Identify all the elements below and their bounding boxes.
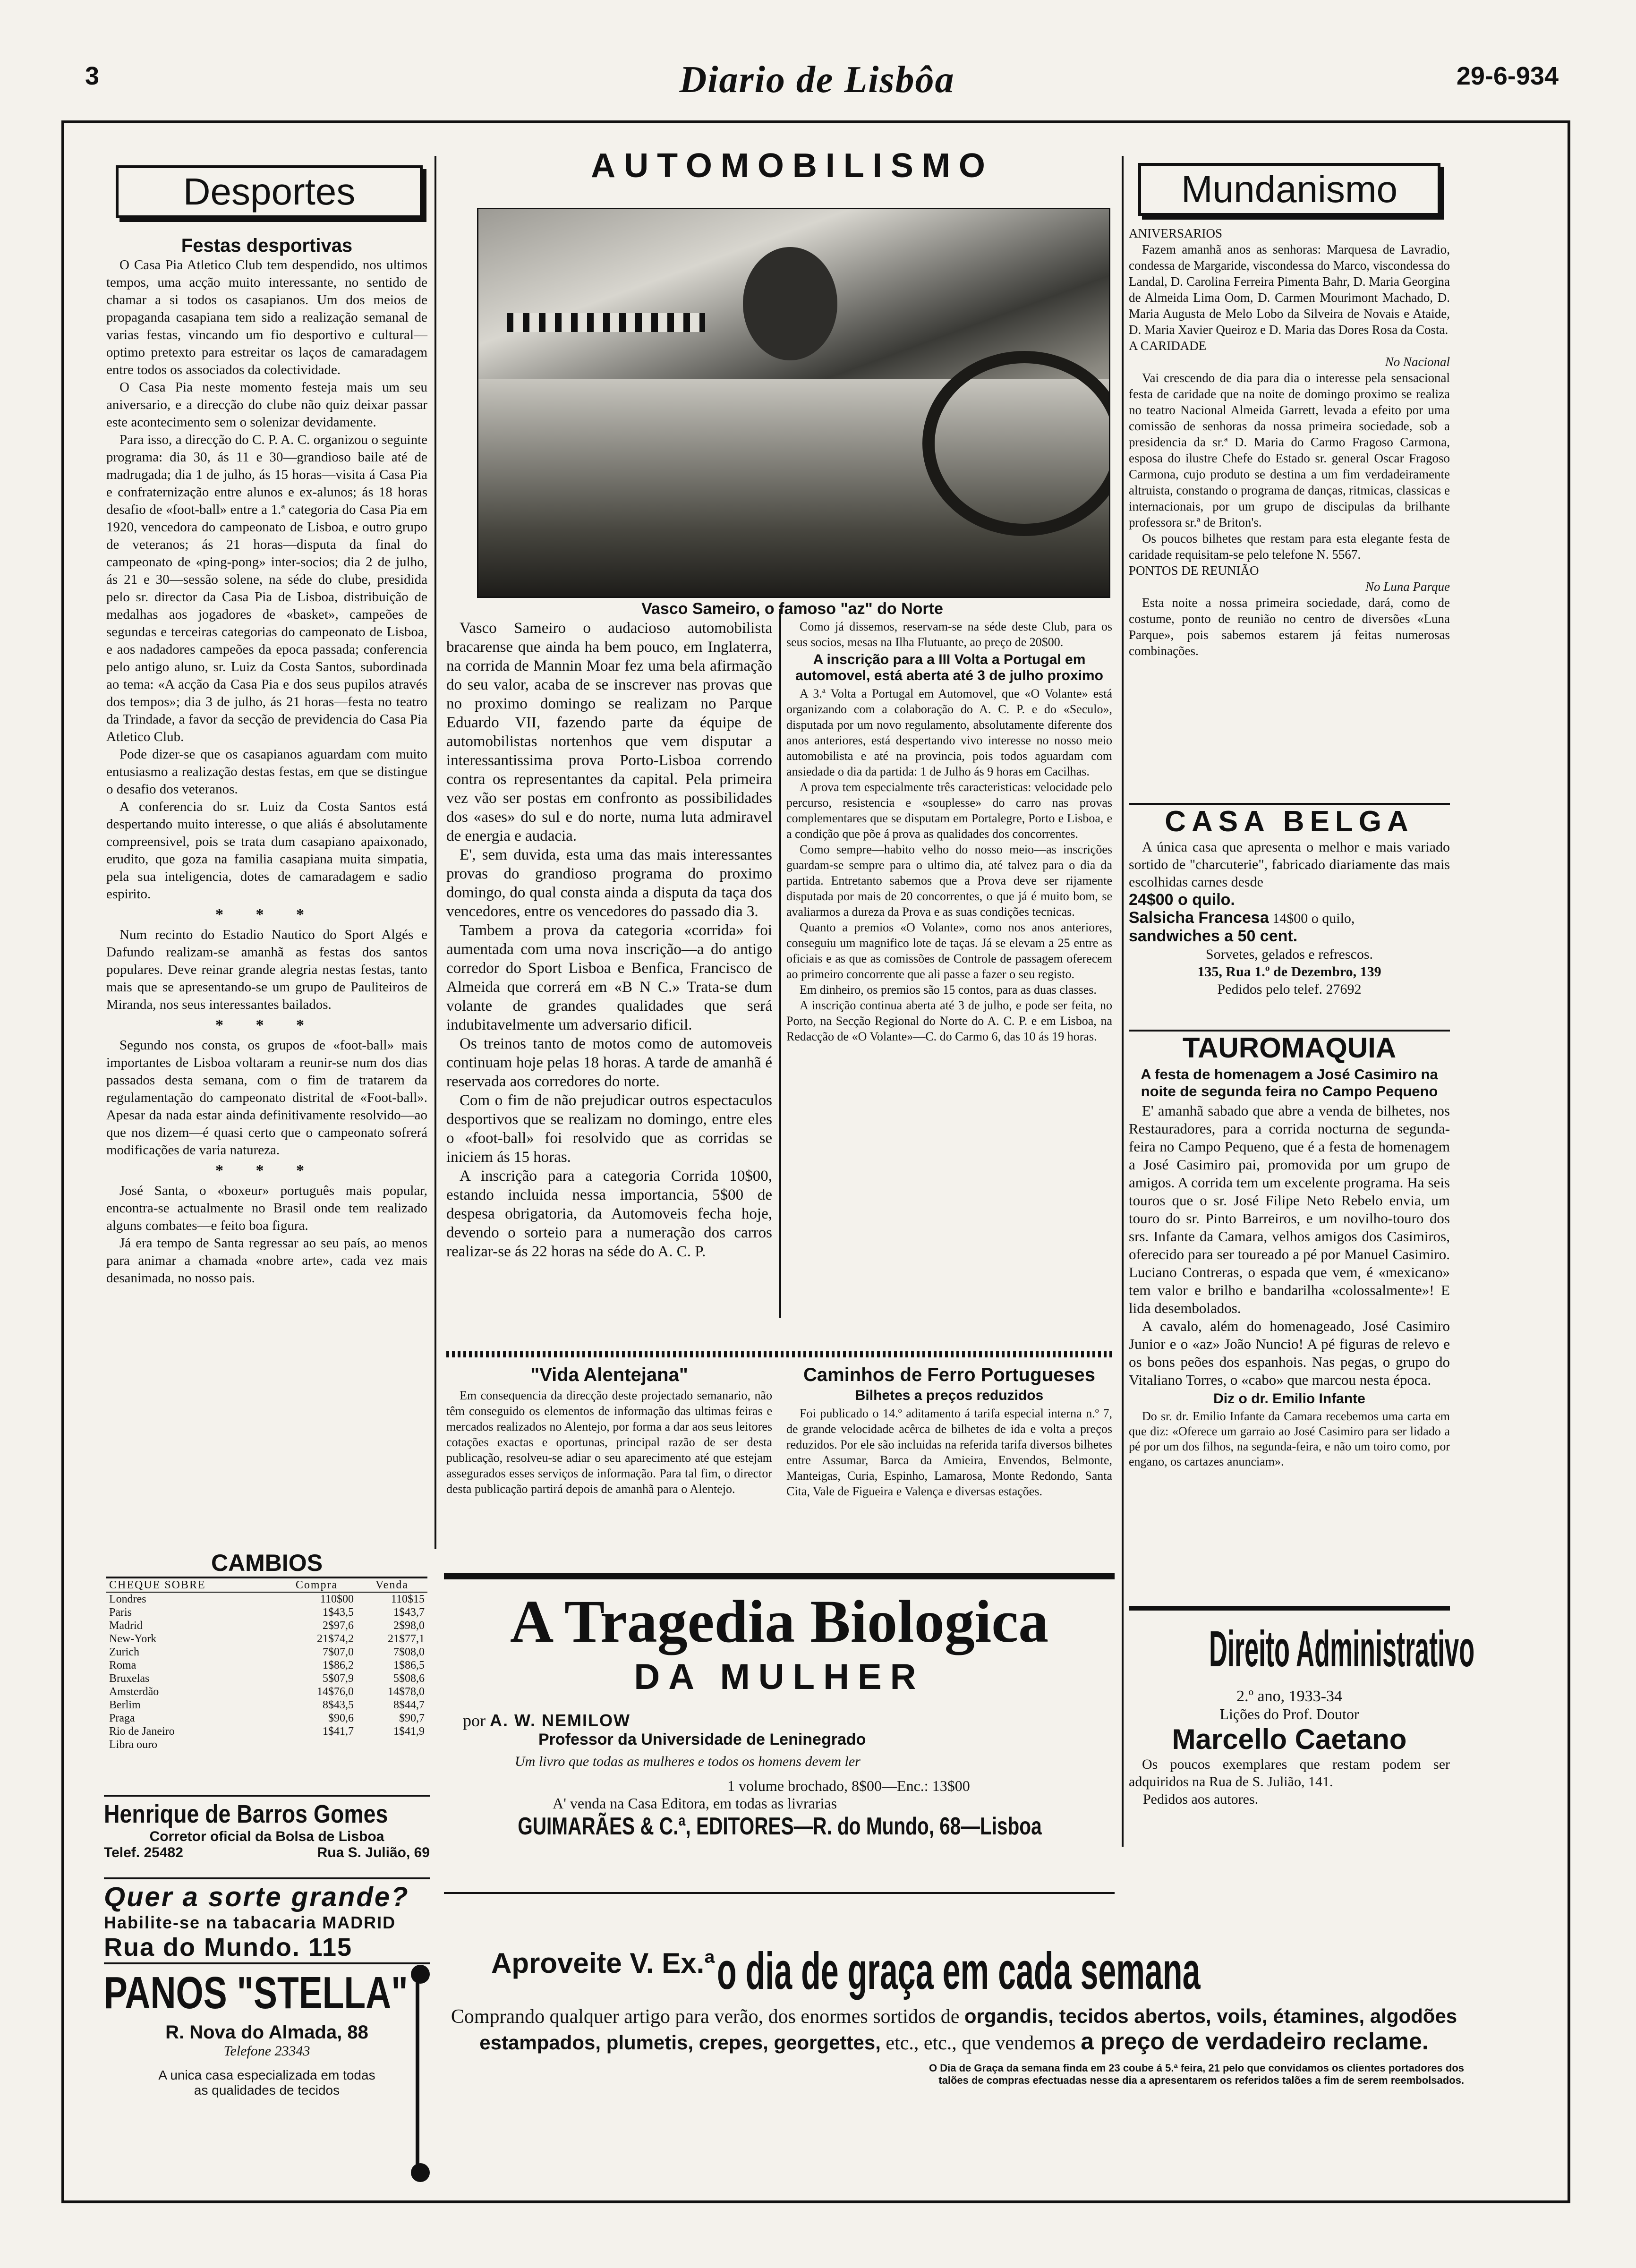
column-divider [435, 156, 436, 1549]
rate-cell: 1$43,7 [393, 1606, 425, 1619]
ad-text: Professor da Universidade de Leninegrado [538, 1731, 866, 1748]
table-row [106, 1725, 427, 1738]
ad-products: organdis, tecidos abertos, voils, étamines, algodões estampados, plumetis, crepes, georgettes, [479, 2005, 1457, 2054]
rate-cell: $90,7 [399, 1712, 425, 1724]
separator-stars: * * * [215, 1016, 318, 1034]
ad-price: 1 volume brochado, 8$00—Enc.: 13$00 [727, 1777, 970, 1794]
currency-cell: Madrid [109, 1620, 143, 1632]
exchange-table [106, 1578, 427, 1751]
ad-text: A unica casa especializada em todas [158, 2068, 375, 2082]
table-row [106, 1592, 427, 1606]
ad-footnote: O Dia de Graça da semana finda em 23 coube á 5.ª feira, 21 pelo que convidamos os clientes portadores dos [929, 2062, 1464, 2074]
ad-text: Habilite-se na tabacaria MADRID [104, 1913, 396, 1932]
table-row [106, 1606, 427, 1619]
ad-sorte-grande [104, 1877, 430, 1962]
paragraph: A conferencia do sr. Luiz da Costa Santos está despertando muito interesse, o que aliás é absolutamente compreensivel, pois se trata dum casapiano apaixonado, erudito, que goza na familia casapiana muita simpatia, pela sua inteligencia, dotes de camaradagem e sadio espirito. [106, 799, 427, 902]
mundanismo-title: Mundanismo [1138, 163, 1440, 216]
ad-quote: Um livro que todas as mulheres e todos os homens devem ler [515, 1754, 861, 1769]
ad-address: Rua do Mundo. 115 [104, 1933, 353, 1961]
currency-cell: Rio de Janeiro [109, 1725, 175, 1738]
rate-cell: 1$86,5 [393, 1659, 425, 1671]
caminhos-ferro [786, 1363, 1112, 1499]
rate-cell: 2$97,6 [322, 1620, 354, 1632]
ad-phone: Telef. 25482 [104, 1845, 183, 1860]
rate-cell: 1$41,9 [393, 1725, 425, 1738]
paragraph: Como já dissemos, reservam-se na séde deste Club, para os seus socios, mesas na Ilha Flutuante, ao preço de 20$00. [786, 620, 1112, 649]
ad-text: 2.º ano, 1933-34 [1236, 1688, 1342, 1705]
paragraph: Já era tempo de Santa regressar ao seu país, ao menos para animar a chamada «nobre arte», cada vez mais desanimada, no nosso pais. [106, 1236, 427, 1286]
ad-direito-administrativo [1129, 1606, 1475, 1808]
ad-text: Corretor oficial da Bolsa de Lisboa [149, 1829, 384, 1844]
ad-title: CASA BELGA [1165, 805, 1414, 838]
table-row [106, 1738, 427, 1751]
paragraph: A inscrição para a categoria Corrida 10$00, estando incluida nessa importancia, 5$00 de despesa obrigatoria, da Automoveis fecha hoje, devendo o sorteio para a numeração dos carros realizar-se ás 22 horas na séde do A. C. P. [446, 1168, 772, 1260]
automobilismo-column-2 [786, 619, 1112, 1044]
paragraph: A 3.ª Volta a Portugal em Automovel, que «O Volante» está organizando com a colaboração do A. C. P. e do «Seculo», disputada por um novo regulamento, absolutamente diferente dos anos anteriores, está despertando vivo interesse no nosso meio automobilista e até na provincia, pois todos aguardam com ansiedade o dia da partida: 1 de Julho ás 9 horas em Cacilhas. [786, 687, 1112, 778]
subheading: Bilhetes a preços reduzidos [855, 1388, 1044, 1403]
ad-author: Marcello Caetano [1172, 1723, 1407, 1755]
masthead [85, 61, 1559, 113]
car-grille [507, 313, 705, 332]
section-heading: A CARIDADE [1129, 339, 1207, 353]
rate-cell [277, 1738, 357, 1751]
paragraph: Vai crescendo de dia para dia o interesse pela sensacional festa de caridade que na noite de domingo proximo se realiza no teatro Nacional Almeida Garrett, levada a efeito por uma comissão de senhoras da nossa primeira sociedade, sob a presidencia da sr.ª D. Maria do Carmo Fragoso Carmona, esposa do ilustre Chefe do Estado sr. general Oscar Fragoso Carmona, cujo produto se destina a um fim verdadeiramente altruista, constando o programa de danças, ritmicas, classicas e internacionais, por um grupo de discipulas da brilhante professora sr.ª de Briton's. [1129, 371, 1450, 529]
section-heading: ANIVERSARIOS [1129, 226, 1223, 240]
paragraph: Como sempre—habito velho do nosso meio—as inscrições guardam-se sempre para o ultimo dia, até talvez para o dia da partida. Entretanto sabemos que a Prova deve ser rijamente disputada por mais de 20 concorrentes, o que já é muito bom, se avaliarmos a dureza da Prova e as suas condições tecnicas. [786, 843, 1112, 919]
rate-cell: 7$08,0 [393, 1646, 425, 1658]
rate-cell [357, 1738, 427, 1751]
ad-title: A Tragedia Biologica [510, 1588, 1049, 1655]
paragraph: Para isso, a direcção do C. P. A. C. organizou o seguinte programa: dia 30, ás 11 e 30—grandioso baile até de madrugada; dia 1 de julho, ás 15 horas—visita á Casa Pia e confraternização entre alunos e ex-alunos; ás 18 horas desafio de «foot-ball» entre a 1.ª categoria do Casa Pia em 1920, vencedora do campeonato de Lisboa, e outro grupo de veteranos; ás 21 horas—disputa da final do campeonato de «ping-pong» inter-socios; dia 2 de julho, ás 21 e 30—sessão solene, na séde do clube, presidida pelo sr. director da Casa Pia de Lisboa, distribuição de medalhas aos jogadores de «basket», campeões de segundas e terceiras categorias do campeonato de Lisboa, e aos nadadores campeões da epoca passada; conferencia pelo antigo aluno, sr. Luiz da Costa Santos, subordinada ao tema: «A acção da Casa Pia e dos seus pupilos através dos tempos»; dia 3 de julho, ás 21 horas—festa no teatro da Trindade, a favor da secção de previdencia do Casa Pia Atletico Club. [106, 432, 427, 744]
ad-subtitle: DA MULHER [634, 1657, 925, 1697]
separator-stars: * * * [215, 906, 318, 923]
paragraph: Esta noite a nossa primeira sociedade, dará, como de costume, ponto de reunião no centro de diversões «Luna Parque», pois sabemos estarem já feitas numerosas combinações. [1129, 596, 1450, 658]
ad-barros-gomes [104, 1795, 430, 1861]
ad-text: A única casa que apresenta o melhor e mais variado sortido de "charcuterie", fabricado diariamente das mais escolhidas carnes desde [1129, 839, 1450, 890]
ad-title: o dia de graça em cada semana [716, 1942, 1201, 2000]
rate-cell: 110$00 [320, 1593, 354, 1605]
section-heading: Festas desportivas [181, 235, 353, 256]
rate-cell: 2$98,0 [393, 1620, 425, 1632]
paragraph: O Casa Pia Atletico Club tem despendido, nos ultimos tempos, uma acção muito interessante, no sentido de chamar a si todos os casapianos. Um dos meios de propaganda casapiana tem sido a realização semanal de varias festas, vincando um fio desportivo e cultural—optimo pretexto para estreitar os laços de camaradagem entre todos os associados da colectividade. [106, 257, 427, 377]
rate-cell: 1$86,2 [322, 1659, 354, 1671]
ad-publisher: GUIMARÃES & C.ª, EDITORES—R. do Mundo, 68—Lisboa [518, 1813, 1042, 1840]
subheading: A festa de homenagem a José Casimiro na noite de segunda feira no Campo Pequeno [1141, 1066, 1438, 1100]
ad-title: Quer a sorte grande? [104, 1882, 409, 1912]
desportes-title: Desportes [116, 165, 423, 218]
paragraph: Os poucos bilhetes que restam para esta elegante festa de caridade requisitam-se pelo telefone N. 5567. [1129, 531, 1450, 562]
rate-cell: 1$43,5 [322, 1606, 354, 1619]
ad-product: Salsicha Francesa [1129, 909, 1269, 927]
subheading: Diz o dr. Emilio Infante [1213, 1391, 1365, 1407]
paragraph: Quanto a premios «O Volante», como nos anos anteriores, conseguiu um magnifico lote de taças. Já se elevam a 25 entre as oficiais e as que as comissões de Controle de passagem oferecem ao primeiro concorrente que ali passe a fazer o seu registo. [786, 921, 1112, 981]
paragraph: A inscrição continua aberta até 3 de julho, e pode ser feita, no Porto, na Secção Regional do Norte do A. C. P. e em Lisboa, na Redacção de «O Volante»—C. do Carmo 6, das 10 ás 19 horas. [786, 998, 1112, 1043]
driver-figure [743, 247, 837, 360]
paragraph: José Santa, o «boxeur» português mais popular, encontra-se actualmente no Brasil onde tem realizado alguns combates—e feito boa figura. [106, 1183, 427, 1233]
ad-address: R. Nova do Almada, 88 [165, 2022, 368, 2043]
paragraph: E', sem duvida, esta uma das mais interessantes provas do grandioso programa do proximo domingo, do qual consta ainda a disputa da taça dos vencedores, entre os vencedores do passado dia 3. [446, 846, 772, 920]
table-row [106, 1712, 427, 1725]
desportes-section [106, 165, 427, 1287]
tauromaquia-section [1129, 1030, 1450, 1469]
column-divider [779, 609, 781, 1318]
paragraph: Num recinto do Estadio Nautico do Sport Algés e Dafundo realizam-se amanhã as festas dos santos populares. Deve reinar grande alegria nestas festas, tanto mais que se apresentando-se um grupo de Pauliteiros de Miranda, nos seus interessantes bailados. [106, 927, 427, 1012]
decorative-dot [411, 2163, 430, 2182]
table-header: CHEQUE SOBRE [106, 1578, 277, 1592]
section-heading: PONTOS DE REUNIÃO [1129, 563, 1259, 578]
ad-text: Os poucos exemplares que restam podem ser adquiridos na Rua de S. Julião, 141. [1129, 1756, 1450, 1790]
mundanismo-section [1129, 163, 1450, 659]
driver-photo [477, 208, 1110, 598]
currency-cell: Zurich [109, 1646, 139, 1658]
paragraph: Foi publicado o 14.º aditamento á tarifa especial interna n.º 7, de grande velocidade acêrca de bilhetes de ida e volta a preços reduzidos. Por ele são incluidas na referida tarifa diversos bilhetes entre Assumar, Barca da Amieira, Envendos, Belmonte, Manteigas, Curia, Espinho, Lamarosa, Monte Redondo, Santa Cita, Vale de Figueira e Valença e diversas estações. [786, 1407, 1112, 1498]
ad-title: Direito Administrativo [1209, 1620, 1475, 1677]
table-header: Venda [357, 1578, 427, 1592]
rate-cell: 7$07,0 [322, 1646, 354, 1658]
rate-cell: 5$07,9 [322, 1672, 354, 1685]
rate-cell: 8$43,5 [322, 1699, 354, 1711]
page-number: 3 [85, 62, 100, 90]
table-row [106, 1646, 427, 1659]
paragraph: Pode dizer-se que os casapianos aguardam com muito entusiasmo a realização destas festas, em que se distingue o desafio dos veteranos. [106, 747, 427, 797]
table-row [106, 1685, 427, 1698]
ad-text: Lições do Prof. Doutor [1219, 1705, 1359, 1722]
ad-text: as qualidades de tecidos [194, 2083, 340, 2097]
paragraph: A cavalo, além do homenageado, José Casimiro Junior e o «az» João Nuncio! A pé figuras de relevo e os bons peões dos espanhois. Nas pegas, o grupo do Vitaliano Torres, o «cabo» que marcou nesta época. [1129, 1318, 1450, 1388]
place-label: No Luna Parque [1365, 580, 1450, 594]
ad-title: Henrique de Barros Gomes [104, 1800, 388, 1828]
currency-cell: Roma [109, 1659, 136, 1671]
ad-product: sandwiches a 50 cent. [1129, 927, 1298, 945]
cambios-table-block [106, 1549, 427, 1751]
currency-cell: Amsterdão [109, 1686, 159, 1698]
ad-title: PANOS "STELLA" [104, 1968, 408, 2018]
ad-address: 135, Rua 1.º de Dezembro, 139 [1197, 964, 1381, 980]
paragraph: Fazem amanhã anos as senhoras: Marquesa de Lavradio, condessa de Margaride, viscondessa do Marco, viscondessa do Landal, D. Carolina Ferreira Pimenta Bahr, D. Maria Georgina de Almeida Lima Oom, D. Carmen Mourimont Machado, D. Maria Augusta de Melo Lobo da Silveira de Novais e Ataide, D. Maria Xavier Queiroz e D. Maria das Dores Rosa da Costa. [1129, 242, 1450, 337]
table-row [106, 1632, 427, 1646]
automobilismo-column-1 [446, 619, 772, 1261]
rate-cell: 8$44,7 [393, 1699, 425, 1711]
issue-date: 29-6-934 [1456, 62, 1559, 90]
currency-cell: Bruxelas [109, 1672, 150, 1685]
rate-cell: 5$08,6 [393, 1672, 425, 1685]
separator-stars: * * * [215, 1162, 318, 1179]
rate-cell: 21$74,2 [316, 1633, 354, 1645]
table-header: Compra [277, 1578, 357, 1592]
ad-author: A. W. NEMILOW [490, 1711, 631, 1730]
subheading: A inscrição para a III Volta a Portugal em automovel, está aberta até 3 de julho proximo [795, 652, 1103, 683]
article-title: Caminhos de Ferro Portugueses [803, 1364, 1095, 1385]
rate-cell: 21$77,1 [388, 1633, 425, 1645]
paragraph: Em consequencia da direcção deste projectado semanario, não têm conseguido os elementos de informação das ultimas feiras e mercados realizados no Alentejo, por forma a dar aos seus leitores cotações exactas e oportunas, principal razão de ser desta publicação, resolveu-se adiar o seu aparecimento até que estejam assegurados esses serviços de informação. Para tal fim, o director desta publicação partirá depois de amanhã para o Alentejo. [446, 1389, 772, 1496]
paragraph: E' amanhã sabado que abre a venda de bilhetes, nos Restauradores, para a corrida nocturna de segunda-feira no Campo Pequeno, que é a festa de homenagem a José Casimiro pai, promovida por um grupo de amigos. A corrida tem um excelente programa. Ha seis touros que o sr. José Filipe Neto Rebelo envia, um touro do sr. Pinto Barreiros, e um novilho-touro dos srs. Infante da Camara, velhos amigos dos Casimiros, oferecido para ser toureado a pé por Manuel Casimiro. Luciano Contreras, o espada que vem, é «mexicano» tem valor e brilho e bandarilha «colossalmente»! E lida desembolados. [1129, 1102, 1450, 1316]
ad-address: Rua S. Julião, 69 [317, 1845, 430, 1860]
dotted-divider [446, 1351, 1112, 1357]
ad-slogan: a preço de verdadeiro reclame. [1081, 2028, 1429, 2055]
ad-price: 24$00 o quilo. [1129, 891, 1235, 909]
ad-stella [104, 1962, 430, 2098]
photo-caption: Vasco Sameiro, o famoso "az" do Norte [641, 600, 943, 618]
paragraph: A prova tem especialmente três caracteristicas: velocidade pelo percurso, resistencia e «souplesse» do carro nas provas complementares que se disputam em Portalegre, Porto e Lisboa, e a condição que põe á prova as qualidades dos concorrentes. [786, 780, 1112, 841]
ad-text: A' venda na Casa Editora, em todas as livrarias [553, 1795, 837, 1812]
rate-cell: 110$15 [391, 1593, 425, 1605]
paragraph: Os treinos tanto de motos como de automoveis continuam hoje pelas 18 horas. A tarde de amanhã é reservada aos corredores do norte. [446, 1035, 772, 1090]
paragraph: Vasco Sameiro o audacioso automobilista bracarense que ainda ha bem pouco, em Inglaterra, na corrida de Mannin Moar fez uma bela afirmação do seu valor, acaba de se inscrever nas provas que no proximo domingo se realizam no Parque Eduardo VII, fazendo parte da équipe de automobilistas nortenhos que vem disputar a interessantissima prova Porto-Lisboa correndo contra os representantes da capital. Pela primeira vez vão ser postas em confronto as possibilidades dos «ases» do sul e do norte, numa luta admiravel de energia e audacia. [446, 620, 772, 844]
ad-text: Sorvetes, gelados e refrescos. [1205, 946, 1373, 962]
vida-alentejana [446, 1363, 772, 1497]
ad-text: Comprando qualquer artigo para verão, dos enormes sortidos de [451, 2006, 960, 2028]
ad-aproveite [444, 1941, 1464, 2140]
currency-cell: Libra ouro [109, 1739, 157, 1751]
ad-casa-belga [1129, 803, 1450, 998]
paragraph: Tambem a prova da categoria «corrida» foi aumentada com uma nova inscrição—a do antigo corredor do Sport Lisboa e Benfica, Francisco de Almeida que correrá em «B N C.» Trata-se dum volante de grandes qualidades que será indubitavelmente um adversario dificil. [446, 922, 772, 1033]
decorative-bar [416, 1974, 432, 2173]
table-row [106, 1672, 427, 1685]
ad-phone: Telefone 23343 [223, 2043, 310, 2059]
ad-price: 14$00 o quilo, [1272, 911, 1355, 926]
currency-cell: New-York [109, 1633, 157, 1645]
table-row [106, 1698, 427, 1712]
rate-cell: 1$41,7 [322, 1725, 354, 1738]
currency-cell: Berlim [109, 1699, 141, 1711]
paragraph: Segundo nos consta, os grupos de «foot-ball» mais importantes de Lisboa voltaram a reunir-se num dos dias passados desta semana, com o fim de tratarem da regulamentação do campeonato distrital de «Foot-ball». Apesar da nada estar ainda definitivamente resolvido—ao que nos dizem—é quasi certo que o campeonato sofrerá modificações de varia natureza. [106, 1038, 427, 1158]
currency-cell: Londres [109, 1593, 146, 1605]
section-title: TAUROMAQUIA [1182, 1032, 1397, 1064]
ad-footnote: talões de compras efectuadas nesse dia a apresentarem os referidos talões a fim de serem reembolsados. [938, 2074, 1464, 2086]
ad-text: Pedidos aos autores. [1143, 1791, 1259, 1807]
currency-cell: Paris [109, 1606, 132, 1619]
paragraph: Do sr. dr. Emilio Infante da Camara recebemos uma carta em que diz: «Oferece um garraio ao José Casimiro para ser lidado a pé por um dos filhos, na segunda-feira, e não um toiro como, por engano, os cartazes anunciam». [1129, 1409, 1450, 1468]
rate-cell: 14$78,0 [388, 1686, 425, 1698]
newspaper-name: Diario de Lisbôa [679, 59, 955, 101]
ad-tragedia-biologica [444, 1573, 1115, 1894]
ad-title: Aproveite V. Ex.ª [491, 1947, 715, 1979]
rate-cell: $90,6 [328, 1712, 354, 1724]
rate-cell: 14$76,0 [316, 1686, 354, 1698]
currency-cell: Praga [109, 1712, 135, 1724]
place-label: No Nacional [1385, 355, 1450, 369]
automobilismo-title: AUTOMOBILISMO [591, 147, 994, 185]
ad-text: por [463, 1711, 486, 1730]
column-divider [1122, 156, 1124, 1847]
decorative-dot [411, 1965, 430, 1984]
article-title: "Vida Alentejana" [530, 1364, 688, 1385]
cambios-title: CAMBIOS [106, 1549, 427, 1578]
ad-phone: Pedidos pelo telef. 27692 [1217, 981, 1362, 997]
ad-text: etc., etc., que vendemos [886, 2032, 1076, 2054]
paragraph: Em dinheiro, os premios são 15 contos, para as duas classes. [800, 983, 1097, 997]
table-row [106, 1619, 427, 1632]
paragraph: Com o fim de não prejudicar outros espectaculos desportivos que se realizam no domingo, entre eles o «foot-ball» foi resolvido que as corridas se iniciem ás 15 horas. [446, 1092, 772, 1166]
paragraph: O Casa Pia neste momento festeja mais um seu aniversario, e a direcção do clube não quiz deixar passar este acontecimento sem o solenizar devidamente. [106, 380, 427, 430]
table-row [106, 1659, 427, 1672]
